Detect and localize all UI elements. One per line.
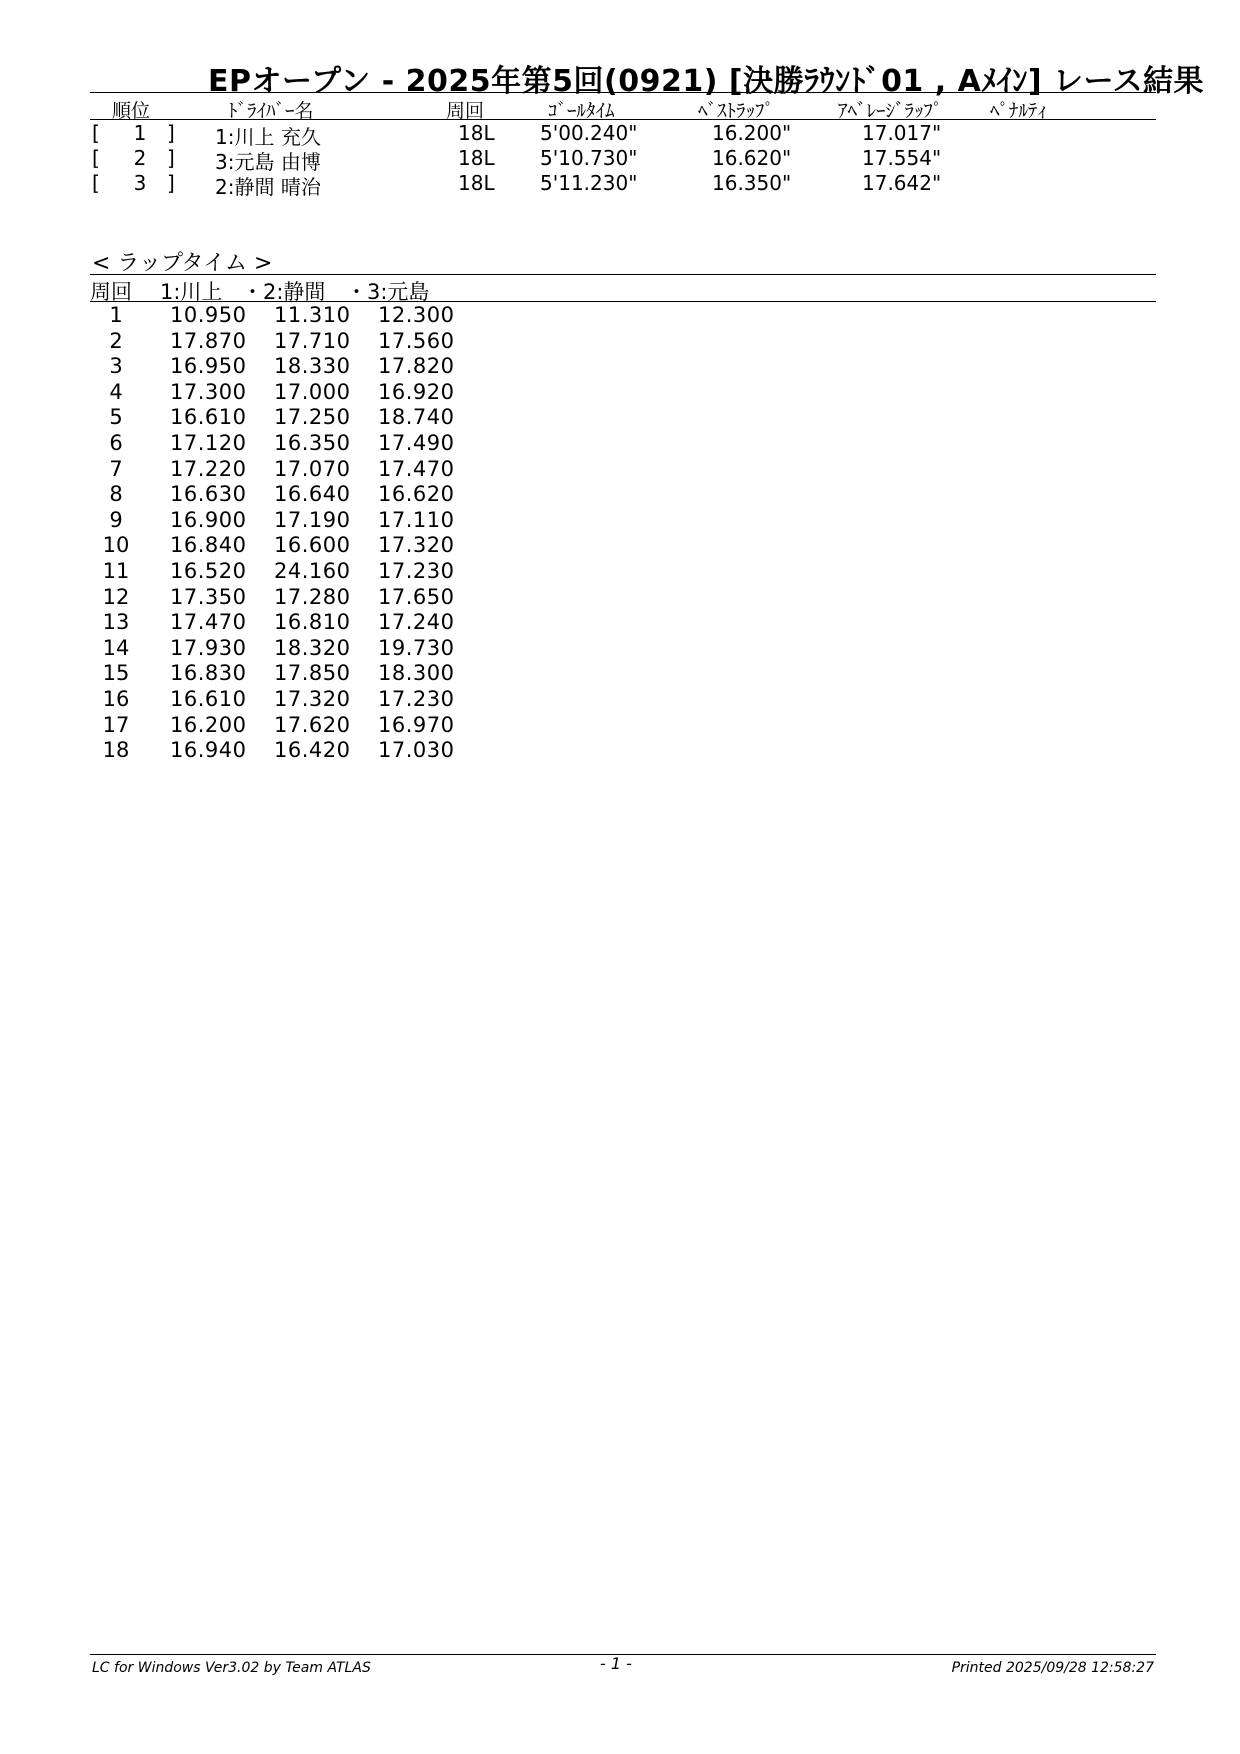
lap-time-driver-2: 17.280 xyxy=(274,584,351,609)
lap-row xyxy=(0,687,600,712)
lap-time-driver-1: 16.900 xyxy=(170,507,247,532)
average-lap: 17.017" xyxy=(862,121,942,145)
lap-number: 8 xyxy=(109,482,123,507)
lap-time-driver-2: 18.330 xyxy=(274,354,351,379)
lap-time-driver-3: 16.970 xyxy=(378,712,455,737)
lap-number: 12 xyxy=(102,584,130,609)
lap-row xyxy=(0,405,600,430)
goal-time: 5'00.240" xyxy=(540,121,638,145)
results-header-penalty: ﾍﾟﾅﾙﾃｨ xyxy=(990,100,1048,122)
lap-header-driver-1: 1:川上 xyxy=(160,280,223,304)
lap-time-driver-2: 17.620 xyxy=(274,712,351,737)
lap-time-driver-2: 17.710 xyxy=(274,328,351,353)
lap-time-driver-1: 16.200 xyxy=(170,712,247,737)
lap-time-driver-2: 18.320 xyxy=(274,635,351,660)
lap-time-driver-3: 18.740 xyxy=(378,405,455,430)
results-header-rank: 順位 xyxy=(112,100,151,122)
lap-number: 18 xyxy=(102,738,130,763)
laps-count: 18L xyxy=(458,171,495,195)
lap-time-driver-2: 17.190 xyxy=(274,507,351,532)
result-row xyxy=(0,121,1240,149)
lap-row xyxy=(0,457,600,482)
footer-printed-timestamp: Printed 2025/09/28 12:58:27 xyxy=(951,1660,1154,1676)
result-row xyxy=(0,146,1240,174)
best-lap: 16.350" xyxy=(712,171,792,195)
lap-time-driver-2: 24.160 xyxy=(274,559,351,583)
lap-time-driver-1: 16.840 xyxy=(170,533,247,558)
footer-software: LC for Windows Ver3.02 by Team ATLAS xyxy=(92,1660,371,1676)
lap-time-driver-2: 17.250 xyxy=(274,405,351,430)
lap-number: 3 xyxy=(109,354,123,379)
lap-header-rule xyxy=(90,301,1156,302)
lap-row xyxy=(0,636,600,661)
lap-number: 15 xyxy=(102,661,130,686)
average-lap: 17.554" xyxy=(862,146,942,170)
lap-header-driver-2: ・2:静間 xyxy=(242,280,326,304)
rank-bracket-open: [ xyxy=(92,146,100,170)
lap-header-driver-3: ・3:元島 xyxy=(346,280,430,304)
lap-time-driver-3: 17.320 xyxy=(378,533,455,558)
lap-time-driver-2: 11.310 xyxy=(274,303,351,327)
lap-row xyxy=(0,738,600,763)
lap-row xyxy=(0,533,600,558)
lap-time-driver-1: 16.950 xyxy=(170,354,247,379)
lap-time-driver-3: 16.620 xyxy=(378,482,455,507)
lap-time-driver-1: 16.610 xyxy=(170,405,247,430)
lap-number: 4 xyxy=(109,379,123,404)
rank-bracket-close: ] xyxy=(167,146,175,170)
lap-time-driver-1: 17.930 xyxy=(170,635,247,660)
lap-row xyxy=(0,380,600,405)
lap-row xyxy=(0,482,600,507)
results-header-best-lap: ﾍﾞｽﾄﾗｯﾌﾟ xyxy=(698,100,775,122)
lap-number: 9 xyxy=(109,507,123,532)
lap-time-driver-2: 17.070 xyxy=(274,456,351,481)
rank-bracket-close: ] xyxy=(167,171,175,195)
laps-count: 18L xyxy=(458,121,495,145)
lap-time-driver-2: 16.640 xyxy=(274,482,351,507)
lap-time-driver-1: 16.520 xyxy=(170,559,247,583)
best-lap: 16.620" xyxy=(712,146,792,170)
lap-row xyxy=(0,713,600,738)
lap-row xyxy=(0,610,600,635)
title-rule xyxy=(90,92,1156,93)
rank-value: 3 xyxy=(133,171,147,195)
lap-time-driver-2: 16.420 xyxy=(274,738,351,763)
footer-page-number: - 1 - xyxy=(600,1654,632,1673)
lap-number: 16 xyxy=(102,687,130,711)
lap-time-driver-3: 17.820 xyxy=(378,354,455,379)
lap-time-driver-3: 17.470 xyxy=(378,456,455,481)
rank-value: 1 xyxy=(133,121,147,145)
lap-time-driver-3: 17.650 xyxy=(378,584,455,609)
driver-name: 2:静間 晴治 xyxy=(215,175,321,199)
rank-bracket-open: [ xyxy=(92,171,100,195)
lap-time-driver-2: 16.350 xyxy=(274,431,351,455)
lap-section-title: < ラップタイム > xyxy=(92,251,273,276)
lap-time-driver-2: 16.600 xyxy=(274,533,351,558)
lap-time-driver-1: 17.120 xyxy=(170,431,247,455)
page-title: EPオープン - 2025年第5回(0921) [決勝ﾗｳﾝﾄﾞ01 , Aﾒｲﾝ] レース結果 xyxy=(208,64,1204,99)
lap-time-driver-2: 17.000 xyxy=(274,379,351,404)
lap-time-driver-1: 16.610 xyxy=(170,687,247,711)
lap-row xyxy=(0,303,600,328)
lap-time-driver-1: 16.940 xyxy=(170,738,247,763)
lap-time-driver-1: 10.950 xyxy=(170,303,247,327)
lap-header-lap: 周回 xyxy=(90,280,132,304)
lap-time-driver-3: 17.230 xyxy=(378,687,455,711)
lap-time-driver-3: 17.230 xyxy=(378,559,455,583)
rank-value: 2 xyxy=(133,146,147,170)
rank-bracket-open: [ xyxy=(92,121,100,145)
results-header-rule xyxy=(90,119,1156,120)
rank-bracket-close: ] xyxy=(167,121,175,145)
lap-time-driver-1: 17.220 xyxy=(170,456,247,481)
lap-row xyxy=(0,508,600,533)
lap-row xyxy=(0,329,600,354)
lap-number: 1 xyxy=(109,303,123,327)
driver-name: 1:川上 充久 xyxy=(215,125,321,149)
average-lap: 17.642" xyxy=(862,171,942,195)
lap-time-driver-1: 17.870 xyxy=(170,328,247,353)
lap-number: 2 xyxy=(109,328,123,353)
lap-row xyxy=(0,661,600,686)
results-header-average-lap: ｱﾍﾞﾚｰｼﾞﾗｯﾌﾟ xyxy=(838,100,943,122)
lap-number: 11 xyxy=(102,559,130,583)
lap-time-driver-2: 16.810 xyxy=(274,610,351,635)
lap-number: 17 xyxy=(102,712,130,737)
lap-number: 5 xyxy=(109,405,123,430)
lap-time-driver-3: 17.110 xyxy=(378,507,455,532)
lap-time-driver-1: 17.350 xyxy=(170,584,247,609)
lap-time-driver-3: 16.920 xyxy=(378,379,455,404)
lap-row xyxy=(0,431,600,456)
lap-time-driver-2: 17.850 xyxy=(274,661,351,686)
lap-time-driver-3: 17.490 xyxy=(378,431,455,455)
lap-number: 14 xyxy=(102,635,130,660)
lap-row xyxy=(0,559,600,584)
lap-time-driver-1: 16.830 xyxy=(170,661,247,686)
lap-number: 6 xyxy=(109,431,123,455)
laps-count: 18L xyxy=(458,146,495,170)
lap-time-driver-3: 17.030 xyxy=(378,738,455,763)
results-header-goal-time: ｺﾞｰﾙﾀｲﾑ xyxy=(548,100,615,122)
lap-time-driver-3: 19.730 xyxy=(378,635,455,660)
lap-number: 7 xyxy=(109,456,123,481)
lap-time-driver-3: 17.560 xyxy=(378,328,455,353)
lap-title-rule xyxy=(90,274,1156,275)
lap-time-driver-2: 17.320 xyxy=(274,687,351,711)
goal-time: 5'10.730" xyxy=(540,146,638,170)
lap-time-driver-1: 17.470 xyxy=(170,610,247,635)
lap-row xyxy=(0,585,600,610)
driver-name: 3:元島 由博 xyxy=(215,150,321,174)
lap-number: 13 xyxy=(102,610,130,635)
lap-number: 10 xyxy=(102,533,130,558)
lap-row xyxy=(0,354,600,379)
best-lap: 16.200" xyxy=(712,121,792,145)
lap-time-driver-3: 12.300 xyxy=(378,303,455,327)
result-row xyxy=(0,171,1240,199)
results-header-driver: ﾄﾞﾗｲﾊﾞｰ名 xyxy=(228,100,314,122)
lap-time-driver-1: 17.300 xyxy=(170,379,247,404)
goal-time: 5'11.230" xyxy=(540,171,638,195)
lap-time-driver-3: 17.240 xyxy=(378,610,455,635)
results-header-laps: 周回 xyxy=(446,100,485,122)
lap-time-driver-3: 18.300 xyxy=(378,661,455,686)
lap-time-driver-1: 16.630 xyxy=(170,482,247,507)
